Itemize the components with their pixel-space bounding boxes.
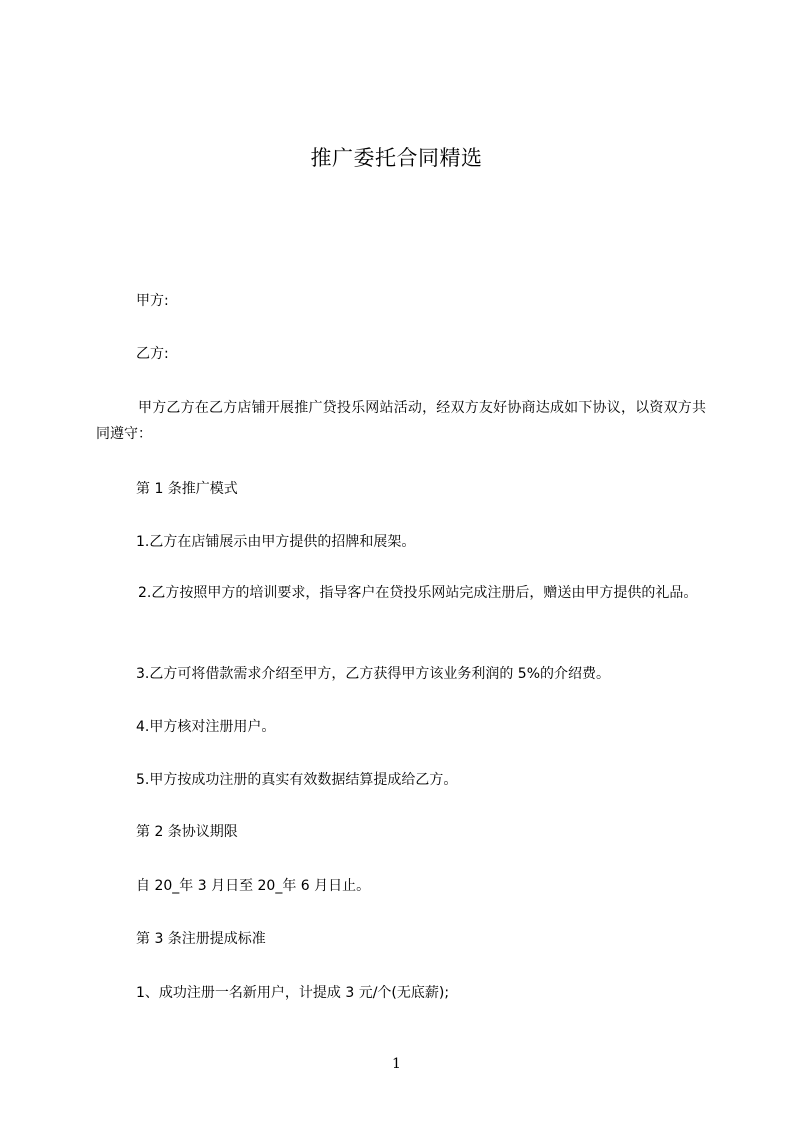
article-1-item-3: 3.乙方可将借款需求介绍至甲方，乙方获得甲方该业务利润的 5%的介绍费。: [136, 666, 611, 682]
party-a-line: 甲方:: [136, 293, 169, 309]
intro-paragraph: 甲方乙方在乙方店铺开展推广贷投乐网站活动，经双方友好协商达成如下协议，以资双方共同遵守：: [96, 400, 706, 442]
page-number: 1: [392, 1056, 401, 1072]
article-1-item-2: 2.乙方按照甲方的培训要求，指导客户在贷投乐网站完成注册后，赠送由甲方提供的礼品。: [138, 585, 698, 601]
article-2-text: 自 20_年 3 月日至 20_年 6 月日止。: [136, 878, 371, 894]
article-1-item-1: 1.乙方在店铺展示由甲方提供的招牌和展架。: [136, 534, 416, 550]
article-1-item-5: 5.甲方按成功注册的真实有效数据结算提成给乙方。: [136, 772, 458, 788]
party-b-line: 乙方:: [136, 346, 169, 362]
document-title: 推广委托合同精选: [310, 146, 483, 170]
article-1-heading: 第 1 条推广模式: [136, 481, 238, 497]
article-3-item-1: 1、成功注册一名新用户，计提成 3 元/个(无底薪);: [136, 985, 450, 1001]
article-2-heading: 第 2 条协议期限: [136, 824, 238, 840]
article-1-item-4: 4.甲方核对注册用户。: [136, 719, 276, 735]
article-3-heading: 第 3 条注册提成标准: [136, 931, 266, 947]
